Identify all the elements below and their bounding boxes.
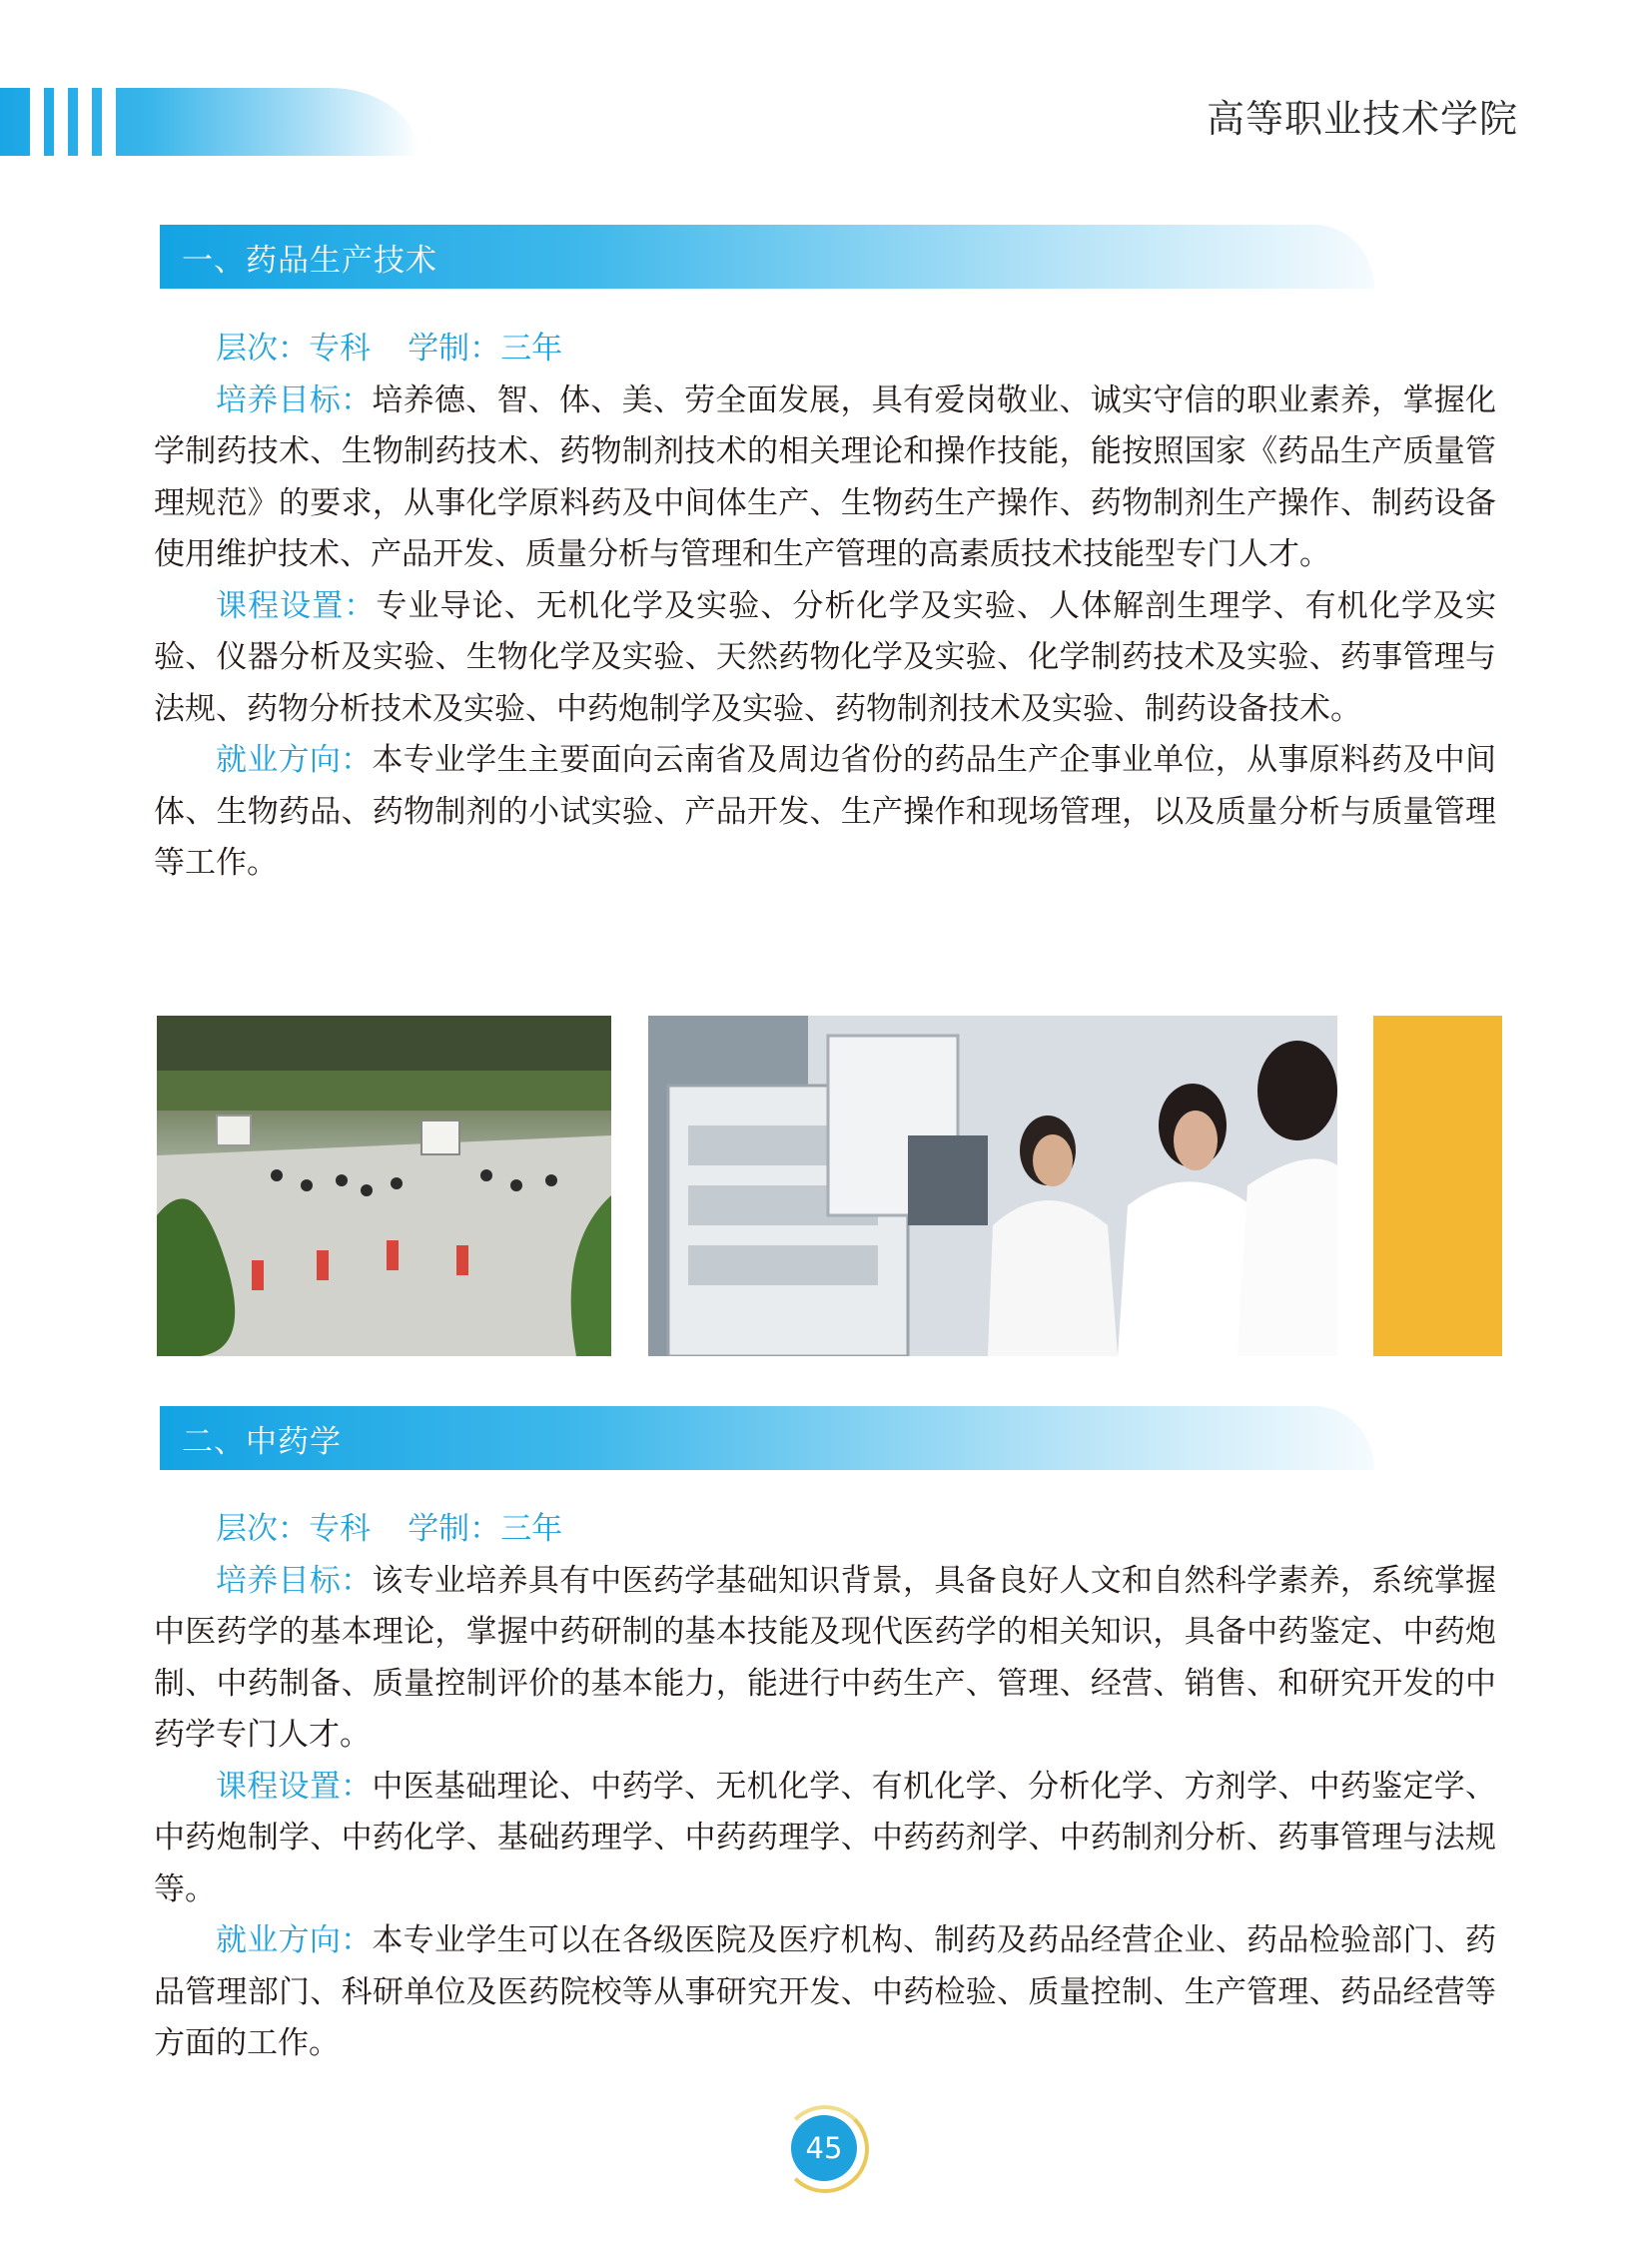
section-body — [154, 1504, 1496, 2070]
laboratory-illustration — [648, 1016, 1337, 1356]
employment-text: 本专业学生主要面向云南省及周边省份的药品生产企事业单位，从事原料药及中间体、生物药品、药物制剂的小试实验、产品开发、生产操作和现场管理，以及质量分析与质量管理等工作。 — [154, 742, 1496, 881]
courses-text: 中医基础理论、中药学、无机化学、有机化学、分析化学、方剂学、中药鉴定学、中药炮制学、中药化学、基础药理学、中药药理学、中药药剂学、中药制剂分析、药事管理与法规等。 — [154, 1768, 1496, 1907]
duration-label: 学制： — [408, 331, 501, 367]
basketball-court-illustration — [157, 1016, 611, 1356]
duration-label: 学制： — [408, 1511, 501, 1547]
employment-label: 就业方向： — [216, 742, 373, 778]
institution-title: 高等职业技术学院 — [1206, 97, 1518, 141]
page-number: 45 — [791, 2115, 857, 2181]
courses-paragraph — [154, 581, 1496, 736]
courses-paragraph — [154, 1762, 1496, 1916]
section-title: 一、药品生产技术 — [182, 242, 437, 279]
goal-label: 培养目标： — [216, 1562, 373, 1599]
level-line — [154, 1504, 1496, 1556]
photo-laboratory — [648, 1016, 1337, 1356]
header-stripe — [54, 88, 68, 156]
duration-value: 三年 — [500, 331, 563, 367]
employment-text: 本专业学生可以在各级医院及医疗机构、制药及药品经营企业、药品检验部门、药品管理部门、科研单位及医药院校等从事研究开发、中药检验、质量控制、生产管理、药品经营等方面的工作。 — [154, 1922, 1496, 2061]
decorative-yellow-block — [1373, 1016, 1502, 1356]
courses-text: 专业导论、无机化学及实验、分析化学及实验、人体解剖生理学、有机化学及实验、仪器分析及实验、生物化学及实验、天然药物化学及实验、化学制药技术及实验、药事管理与法规、药物分析技术及实验、中药炮制学及实验、药物制剂技术及实验、制药设备技术。 — [154, 587, 1497, 727]
header-stripe — [30, 88, 44, 156]
level-value: 专科 — [309, 331, 371, 367]
header-stripe — [78, 88, 92, 156]
duration-value: 三年 — [500, 1511, 563, 1547]
level-value: 专科 — [309, 1511, 371, 1547]
goal-paragraph — [154, 375, 1496, 581]
courses-label: 课程设置： — [216, 1768, 373, 1805]
level-label: 层次： — [216, 331, 309, 367]
courses-label: 课程设置： — [216, 587, 377, 624]
goal-label: 培养目标： — [216, 381, 373, 418]
goal-paragraph — [154, 1556, 1496, 1762]
section-title: 二、中药学 — [182, 1423, 342, 1460]
employment-paragraph — [154, 1915, 1496, 2070]
goal-text: 该专业培养具有中医药学基础知识背景，具备良好人文和自然科学素养，系统掌握中医药学的基本理论，掌握中药研制的基本技能及现代医药学的相关知识，具备中药鉴定、中药炮制、中药制备、质量控制评价的基本能力，能进行中药生产、管理、经营、销售、和研究开发的中药学专门人才。 — [154, 1562, 1496, 1753]
section-title-bar — [160, 225, 1374, 289]
level-label: 层次： — [216, 1511, 309, 1547]
employment-paragraph — [154, 735, 1496, 890]
level-line — [154, 324, 1496, 375]
section-title-bar — [160, 1406, 1374, 1470]
employment-label: 就业方向： — [216, 1922, 373, 1958]
header-stripe — [102, 88, 116, 156]
goal-text: 培养德、智、体、美、劳全面发展，具有爱岗敬业、诚实守信的职业素养，掌握化学制药技术、生物制药技术、药物制剂技术的相关理论和操作技能，能按照国家《药品生产质量管理规范》的要求，从事化学原料药及中间体生产、生物药生产操作、药物制剂生产操作、制药设备使用维护技术、产品开发、质量分析与管理和生产管理的高素质技术技能型专门人才。 — [154, 381, 1496, 572]
photo-basketball-court — [157, 1016, 611, 1356]
section-body — [154, 324, 1496, 890]
